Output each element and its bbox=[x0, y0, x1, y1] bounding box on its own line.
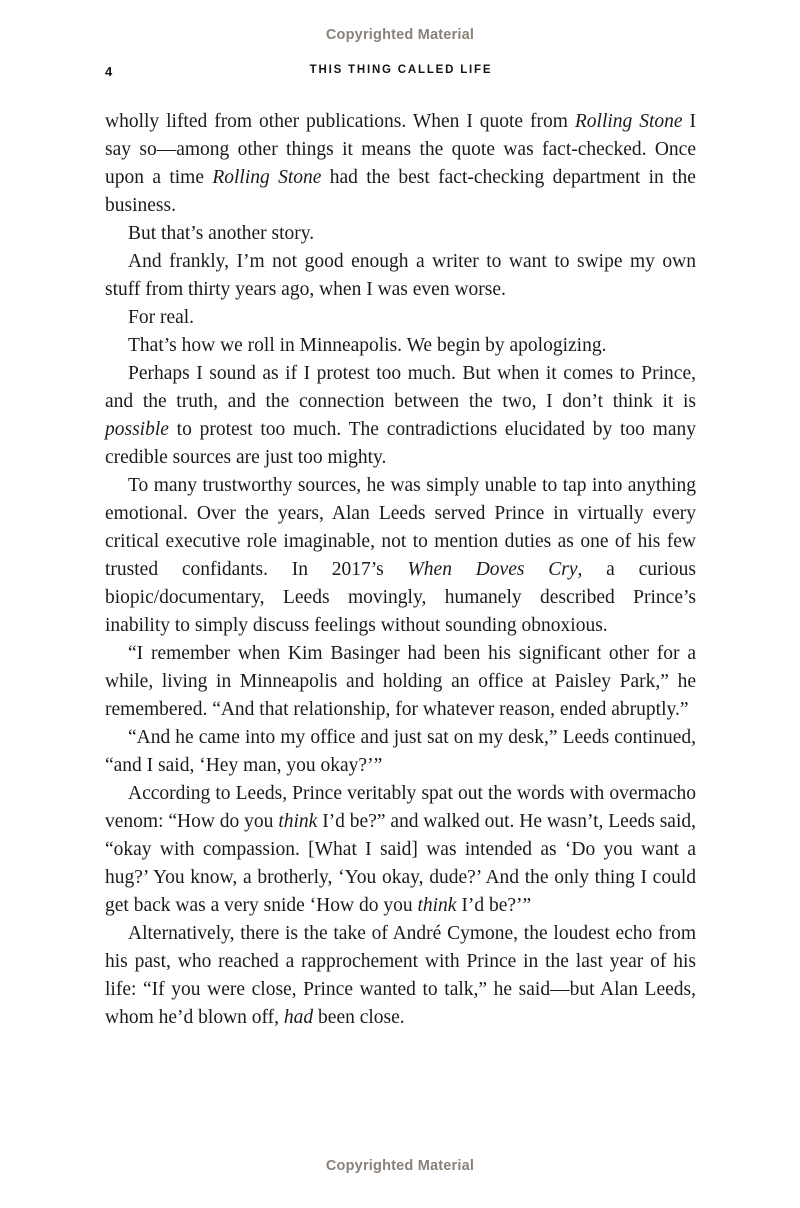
text-run: I say so—among other things it means the quote was fact-checked. Once upon a time bbox=[105, 111, 696, 188]
paragraph bbox=[105, 360, 696, 472]
paragraph bbox=[105, 332, 696, 360]
text-run: wholly lifted from other publications. When I quote from bbox=[105, 111, 575, 132]
running-head-title: THIS THING CALLED LIFE bbox=[309, 64, 493, 76]
text-run: Perhaps I sound as if I protest too much. But when it comes to Prince, and the truth, and the connection between the two, I don’t think it is bbox=[105, 363, 696, 412]
text-run: To many trustworthy sources, he was simply unable to tap into anything emotional. Over the years, Alan Leeds served Prince in virtually every critical executive role imaginable, not to mention duties as one of his few trusted confidants. In 2017’s bbox=[105, 475, 696, 580]
paragraph bbox=[105, 220, 696, 248]
paragraph bbox=[105, 640, 696, 724]
text-run: That’s how we roll in Minneapolis. We begin by apologizing. bbox=[128, 335, 607, 356]
paragraph bbox=[105, 780, 696, 920]
running-header bbox=[105, 64, 697, 79]
text-run: But that’s another story. bbox=[128, 223, 315, 244]
text-run: And frankly, I’m not good enough a writer to want to swipe my own stuff from thirty years ago, when I was even worse. bbox=[105, 251, 696, 300]
italic-text: possible bbox=[105, 419, 169, 440]
paragraph bbox=[105, 472, 696, 640]
italic-text: think bbox=[417, 895, 457, 916]
text-run: “I remember when Kim Basinger had been his significant other for a while, living in Minneapolis and holding an office at Paisley Park,” he remembered. “And that relationship, for whatever reason, ended abruptly.” bbox=[105, 643, 696, 720]
body-text bbox=[105, 108, 696, 1032]
italic-text: Rolling Stone bbox=[574, 111, 683, 132]
paragraph bbox=[105, 304, 696, 332]
text-run: , a curious biopic/documentary, Leeds movingly, humanely described Prince’s inability to simply discuss feelings without sounding obnoxious. bbox=[105, 559, 696, 636]
copyright-notice-top: Copyrighted Material bbox=[325, 27, 475, 43]
page-number: 4 bbox=[105, 64, 113, 79]
italic-text: had bbox=[283, 1007, 314, 1028]
text-run: Alternatively, there is the take of André Cymone, the loudest echo from his past, who reached a rapprochement with Prince in the last year of his life: “If you were close, Prince wanted to talk,” he said—but Alan Leeds, whom he’d blown off, bbox=[105, 923, 696, 1028]
text-run: had the best fact-checking department in the business. bbox=[105, 167, 696, 216]
paragraph bbox=[105, 248, 696, 304]
copyright-notice-bottom: Copyrighted Material bbox=[325, 1158, 475, 1174]
italic-text: Rolling Stone bbox=[212, 167, 322, 188]
italic-text: think bbox=[278, 811, 318, 832]
text-run: I’d be?’” bbox=[456, 895, 532, 916]
text-run: “And he came into my office and just sat on my desk,” Leeds continued, “and I said, ‘Hey man, you okay?’” bbox=[105, 727, 696, 776]
text-run: I’d be?” and walked out. He wasn’t, Leeds said, “okay with compassion. [What I said] was intended as ‘Do you want a hug?’ You know, a brotherly, ‘You okay, dude?’ And the only thing I could get back was a very snide ‘How do you bbox=[105, 811, 696, 916]
paragraph bbox=[105, 920, 696, 1032]
paragraph bbox=[105, 108, 696, 220]
text-run: been close. bbox=[313, 1007, 405, 1028]
text-run: to protest too much. The contradictions elucidated by too many credible sources are just too mighty. bbox=[105, 419, 696, 468]
paragraph bbox=[105, 724, 696, 780]
text-run: For real. bbox=[128, 307, 195, 328]
italic-text: When Doves Cry bbox=[407, 559, 578, 580]
text-run: According to Leeds, Prince veritably spat out the words with overmacho venom: “How do you bbox=[105, 783, 696, 832]
